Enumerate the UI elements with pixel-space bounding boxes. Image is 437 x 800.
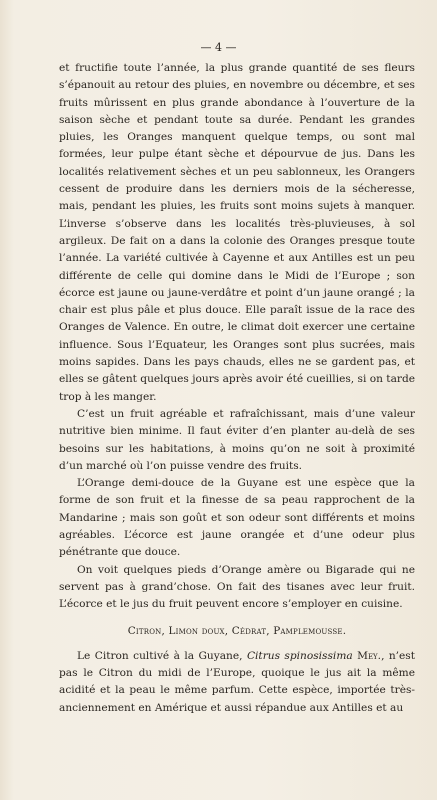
- page-number: — 4 —: [200, 41, 237, 54]
- paragraph-orange-demi-douce: L’Orange demi-douce de la Guyane est une espèce que la forme de son fruit et la finesse de sa peau rapprochent de la Mandarine ; mais son goût et son odeur sont différents et moins agréables. L’écorce est jaune orangée et d’une odeur plus pénétrante que douce.: [59, 477, 415, 559]
- paragraph-citron: [59, 648, 415, 717]
- paragraph-continued: et fructifie toute l’année, la plus grande quantité de ses fleurs s’épanouit au retour des pluies, en novembre ou décembre, et ses fruits mûrissent en plus grande abondance à l’ouverture de la saison sèche et pendant toute sa durée. Pendant les grandes pluies, les Oranges manquent quelque temps, ou sont mal formées, leur pulpe étant sèche et dépourvue de jus. Dans les localités relativement sèches et un peu sablonneux, les Orangers cessent de produire dans les derniers mois de la sécheresse, mais, pendant les pluies, les fruits sont moins sujets à manquer. L’inverse s’observe dans les localités très-pluvieuses, à sol argileux. De fait on a dans la colonie des Oranges presque toute l’année. La variété cultivée à Cayenne et aux Antilles est un peu différente de celle qui domine dans le Midi de l’Europe ; son écorce est jaune ou jaune-verdâtre et point d’un jaune orangé ; la chair est plus pâle et plus douce. Elle paraît issue de la race des Oranges de Valence. En outre, le climat doit exercer une certaine influence. Sous l’Equateur, les Oranges sont plus sucrées, mais moins sapides. Dans les pays chauds, elles ne se gardent pas, et elles se gâtent quelques jours après avoir été cueillies, si on tarde trop à les manger.: [59, 62, 415, 403]
- paragraph-orange-amere: On voit quelques pieds d’Orange amère ou Bigarade qui ne servent pas à grand’chose. On fait des tisanes avec leur fruit. L’écorce et le jus du fruit peuvent encore s’employer en cuisine.: [59, 563, 415, 611]
- species-name: Citrus spinosissima: [246, 649, 353, 662]
- citron-text-start: Le Citron cultivé à la Guyane,: [77, 649, 247, 662]
- paragraph-fruit-value: C’est un fruit agréable et rafraîchissant, mais d’une valeur nutritive bien minime. Il faut éviter d’en planter au-delà de ses besoins sur les habitations, à moins qu’on ne soit à proximité d’un marché où l’on puisse vendre des fruits.: [59, 407, 415, 472]
- citron-text-end: , n’est pas le Citron du midi de l’Europe, quoique le jus ait la même acidité et la peau le même parfum. Cette espèce, importée très-anciennement en Amérique et aussi répandue aux Antilles et au: [59, 649, 415, 714]
- section-heading: Citron, Limon doux, Cédrat, Pamplemousse.: [127, 624, 347, 637]
- species-author: Mey.: [352, 649, 382, 662]
- page-body: [59, 60, 415, 717]
